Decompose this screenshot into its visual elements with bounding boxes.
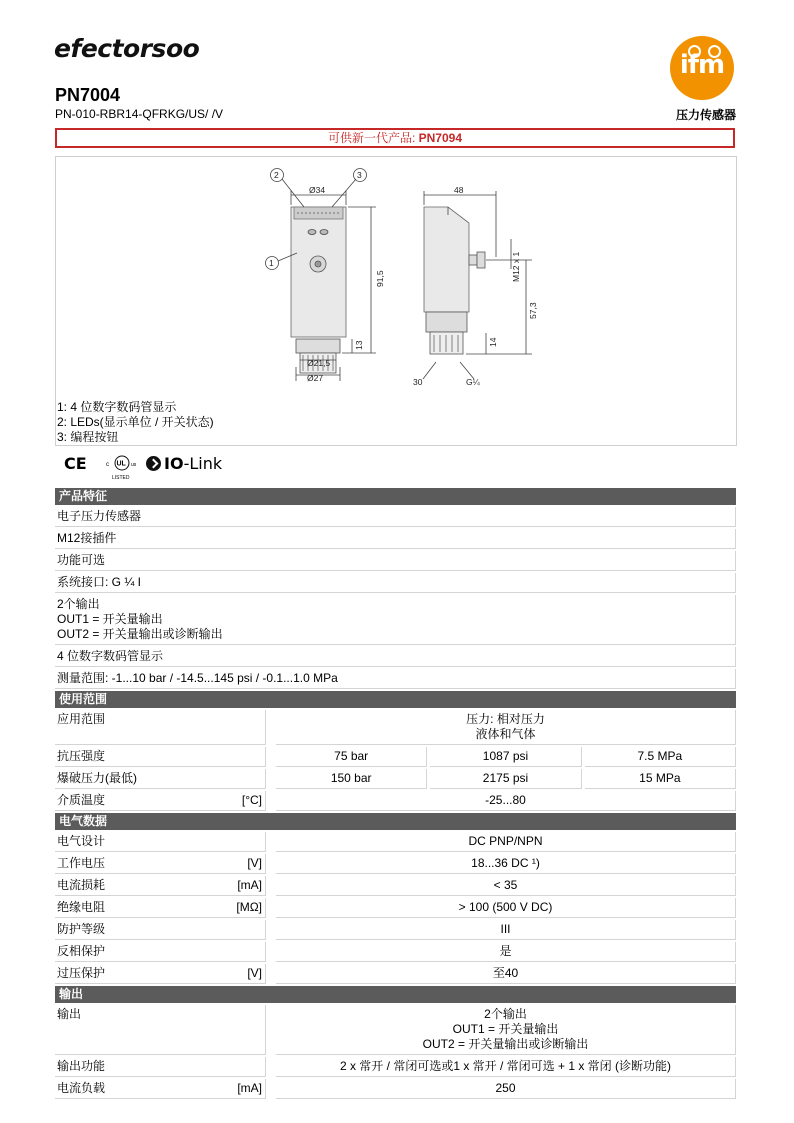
technical-drawing-svg bbox=[56, 157, 736, 397]
notice-prefix: 可供新一代产品: bbox=[327, 131, 419, 145]
spec-label: 输出功能 bbox=[55, 1057, 266, 1077]
spec-value: 250 bbox=[276, 1079, 736, 1099]
spec-value: < 35 bbox=[276, 876, 736, 896]
certifications bbox=[62, 452, 262, 480]
feature-row: 功能可选 bbox=[55, 551, 736, 571]
ul-text: UL bbox=[116, 460, 126, 468]
spec-value: 2 x 常开 / 常闭可选或1 x 常开 / 常闭可选 + 1 x 常闭 (诊断功能) bbox=[276, 1057, 736, 1077]
section-header-application: 使用范围 bbox=[55, 691, 736, 708]
spec-label: 绝缘电阻 [MΩ] bbox=[55, 898, 266, 918]
feature-row: M12接插件 bbox=[55, 529, 736, 549]
spec-value: > 100 (500 V DC) bbox=[276, 898, 736, 918]
dim-width-48: 48 bbox=[454, 185, 464, 195]
section-header-electrical: 电气数据 bbox=[55, 813, 736, 830]
spec-label: 爆破压力(最低) bbox=[55, 769, 266, 789]
spec-label: 反相保护 bbox=[55, 942, 266, 962]
feature-row: 系统接口: G ¼ I bbox=[55, 573, 736, 593]
io-link-icon bbox=[146, 456, 161, 471]
dim-height-57-3: 57,3 bbox=[528, 302, 538, 319]
section-header-outputs: 输出 bbox=[55, 986, 736, 1003]
dim-thread-m12: M12 x 1 bbox=[511, 251, 521, 282]
legend-item: 1: 4 位数字数码管显示 bbox=[57, 400, 177, 414]
section-header-features: 产品特征 bbox=[55, 488, 736, 505]
io-link-logo: IO-Link bbox=[146, 454, 222, 473]
dim-height-14: 14 bbox=[488, 337, 498, 347]
spec-label: 应用范围 bbox=[55, 710, 266, 745]
ul-listed-text: LISTED bbox=[112, 475, 130, 481]
dim-diameter-34: Ø34 bbox=[309, 185, 326, 195]
spec-label: 电流损耗 [mA] bbox=[55, 876, 266, 896]
spec-label: 防护等级 bbox=[55, 920, 266, 940]
spec-label: 输出 bbox=[55, 1005, 266, 1055]
spec-value: DC PNP/NPN bbox=[276, 832, 736, 852]
feature-row: 电子压力传感器 bbox=[55, 507, 736, 527]
spec-value: 压力: 相对压力 液体和气体 bbox=[276, 710, 736, 745]
spec-value: 7.5 MPa bbox=[585, 747, 736, 767]
ul-listed-icon bbox=[104, 452, 144, 482]
spec-label: 介质温度 [°C] bbox=[55, 791, 266, 811]
spec-table bbox=[55, 488, 736, 1101]
ce-mark-icon: CE bbox=[64, 454, 87, 473]
spec-value: 18...36 DC ¹) bbox=[276, 854, 736, 874]
dim-diameter-27: Ø27 bbox=[307, 373, 324, 383]
sensor-body-side bbox=[424, 207, 469, 312]
callout-1: 1 bbox=[269, 258, 274, 268]
successor-product-link[interactable]: PN7094 bbox=[418, 131, 463, 145]
spec-value: -25...80 bbox=[276, 791, 736, 811]
product-category: 压力传感器 bbox=[675, 108, 736, 122]
spec-value: 150 bar bbox=[276, 769, 427, 789]
dim-thread-g14: G¼ bbox=[466, 377, 480, 387]
spec-label: 抗压强度 bbox=[55, 747, 266, 767]
feature-row: 4 位数字数码管显示 bbox=[55, 647, 736, 667]
legend-item: 2: LEDs(显示单位 / 开关状态) bbox=[57, 415, 214, 429]
spec-value: 2个输出 OUT1 = 开关量输出 OUT2 = 开关量输出或诊断输出 bbox=[276, 1005, 736, 1055]
ifm-logo-text: ifm bbox=[679, 50, 725, 80]
ul-us-text: us bbox=[131, 462, 137, 468]
drawing-legend bbox=[56, 400, 214, 445]
spec-value: 75 bar bbox=[276, 747, 427, 767]
spec-label: 电流负载 [mA] bbox=[55, 1079, 266, 1099]
dim-height-91-5: 91,5 bbox=[375, 270, 385, 287]
spec-value: 15 MPa bbox=[585, 769, 736, 789]
callout-3: 3 bbox=[357, 170, 362, 180]
dim-height-13: 13 bbox=[354, 340, 364, 350]
product-code: PN-010-RBR14-QFRKG/US/ /V bbox=[55, 107, 224, 121]
ul-c-text: c bbox=[106, 462, 109, 468]
product-title: PN7004 bbox=[55, 85, 121, 105]
feature-row: 测量范围: -1...10 bar / -14.5...145 psi / -0.1...1.0 MPa bbox=[55, 669, 736, 689]
spec-value: 是 bbox=[276, 942, 736, 962]
feature-row: 2个输出 OUT1 = 开关量输出 OUT2 = 开关量输出或诊断输出 bbox=[55, 595, 736, 645]
spec-unit: [°C] bbox=[241, 793, 262, 807]
spec-value: 1087 psi bbox=[430, 747, 581, 767]
brand-logo: efectorsoo bbox=[54, 34, 200, 63]
dim-wrench-30: 30 bbox=[413, 377, 423, 387]
spec-value: 2175 psi bbox=[430, 769, 581, 789]
callout-2: 2 bbox=[274, 170, 279, 180]
successor-notice bbox=[55, 128, 735, 148]
ifm-logo-icon bbox=[670, 36, 734, 100]
spec-label: 工作电压 [V] bbox=[55, 854, 266, 874]
legend-item: 3: 编程按钮 bbox=[57, 430, 119, 444]
spec-value: 至40 bbox=[276, 964, 736, 984]
dimension-drawing bbox=[55, 156, 737, 446]
spec-value: III bbox=[276, 920, 736, 940]
dim-diameter-21-5: Ø21,5 bbox=[307, 358, 331, 368]
spec-label: 过压保护 [V] bbox=[55, 964, 266, 984]
spec-label: 电气设计 bbox=[55, 832, 266, 852]
